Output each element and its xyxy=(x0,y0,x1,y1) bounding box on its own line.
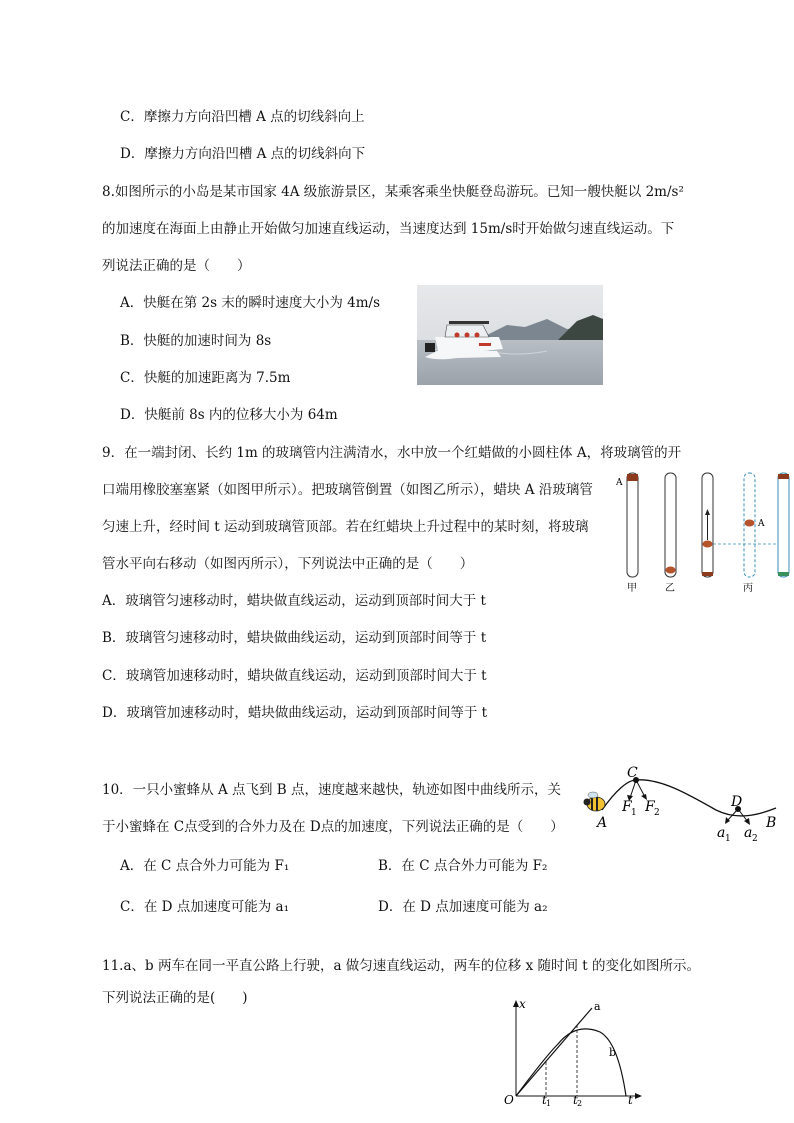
t1-label: t xyxy=(542,1093,547,1107)
force-f1-sub: 1 xyxy=(631,808,637,818)
label-bing: 丙 xyxy=(743,583,753,594)
q11-stem-line2: 下列说法正确的是( ) xyxy=(102,990,248,1006)
q7-option-c: C．摩擦力方向沿凹槽 A 点的切线斜向上 xyxy=(120,109,365,125)
force-f2-sub: 2 xyxy=(654,808,660,818)
q8-option-d: D．快艇前 8s 内的位移大小为 64m xyxy=(120,407,338,423)
q10-option-a: A．在 C 点合外力可能为 F₁ xyxy=(120,858,290,874)
q8-stem-line1: 8.如图所示的小岛是某市国家 4A 级旅游景区，某乘客乘坐快艇登岛游玩。已知一艘快艇以 2m/s² xyxy=(102,184,684,200)
q9-option-c: C．玻璃管加速移动时，蜡块做直线运动，运动到顶部时间大于 t xyxy=(102,668,487,684)
q8-stem-line2: 的加速度在海面上由静止开始做匀加速直线运动，当速度达到 15m/s时开始做匀速直线运动。下 xyxy=(102,221,675,237)
accel-a1-sub: 1 xyxy=(725,834,731,844)
t2-label: t xyxy=(573,1093,578,1107)
line-a-label: a xyxy=(594,1000,601,1013)
q10-stem-line2: 于小蜜蜂在 C点受到的合外力及在 D点的加速度，下列说法正确的是（ ） xyxy=(102,819,564,835)
q10-option-d: D．在 D 点加速度可能为 a₂ xyxy=(378,899,548,915)
tube-label-a: A xyxy=(616,478,623,488)
q8-option-a: A．快艇在第 2s 末的瞬时速度大小为 4m/s xyxy=(120,295,381,311)
q8-stem-line3: 列说法正确的是（ ） xyxy=(102,258,251,274)
origin-label: O xyxy=(504,1093,514,1107)
glass-tube-figure xyxy=(612,468,794,596)
axis-t-label: t xyxy=(628,1093,633,1107)
q9-stem-line3: 匀速上升，经时间 t 运动到玻璃管顶部。若在红蜡块上升过程中的某时刻，将玻璃 xyxy=(102,519,589,535)
q9-stem-line4: 管水平向右移动（如图丙所示），下列说法中正确的是（ ） xyxy=(102,556,474,572)
point-d-label: D xyxy=(731,794,743,810)
q9-option-d: D．玻璃管加速移动时，蜡块做曲线运动，运动到顶部时间等于 t xyxy=(102,705,488,721)
q9-option-b: B．玻璃管匀速移动时，蜡块做曲线运动，运动到顶部时间等于 t xyxy=(102,630,487,646)
point-c-label: C xyxy=(627,765,638,781)
q10-option-b: B．在 C 点合外力可能为 F₂ xyxy=(378,858,548,874)
accel-a2-sub: 2 xyxy=(752,834,758,844)
accel-a2-label: a xyxy=(744,825,753,841)
q9-stem-line2: 口端用橡胶塞塞紧（如图甲所示）。把玻璃管倒置（如图乙所示），蜡块 A 沿玻璃管 xyxy=(102,482,593,498)
tube-label-a2: A xyxy=(758,519,765,529)
x-t-graph xyxy=(500,996,645,1108)
point-a-label: A xyxy=(597,815,608,831)
t1-sub: 1 xyxy=(546,1099,552,1108)
bee-icon xyxy=(584,792,606,811)
force-f2-label: F xyxy=(645,799,655,815)
bee-trajectory-figure xyxy=(578,764,784,846)
label-yi: 乙 xyxy=(665,583,675,594)
q11-stem-line1: 11.a、b 两车在同一平直公路上行驶，a 做匀速直线运动，两车的位移 x 随时间 t 的变化如图所示。 xyxy=(102,958,700,974)
axis-x-label: x xyxy=(519,997,526,1011)
t2-sub: 2 xyxy=(577,1099,583,1108)
q10-option-c: C．在 D 点加速度可能为 a₁ xyxy=(120,899,289,915)
force-f1-label: F xyxy=(622,799,632,815)
curve-b-label: b xyxy=(609,1046,617,1059)
q9-option-a: A．玻璃管匀速移动时，蜡块做直线运动，运动到顶部时间大于 t xyxy=(102,593,486,609)
label-jia: 甲 xyxy=(627,583,637,594)
accel-a1-label: a xyxy=(717,825,726,841)
q10-stem-line1: 10．一只小蜜蜂从 A 点飞到 B 点，速度越来越快，轨迹如图中曲线所示，关 xyxy=(102,782,562,798)
q8-option-b: B．快艇的加速时间为 8s xyxy=(120,333,272,349)
q9-stem-line1: 9．在一端封闭、长约 1m 的玻璃管内注满清水，水中放一个红蜡做的小圆柱体 A，将玻璃管的开 xyxy=(102,445,682,461)
q8-option-c: C．快艇的加速距离为 7.5m xyxy=(120,370,291,386)
speedboat-photo xyxy=(417,285,603,385)
q7-option-d: D．摩擦力方向沿凹槽 A 点的切线斜向下 xyxy=(120,146,366,162)
point-b-label: B xyxy=(766,815,777,831)
